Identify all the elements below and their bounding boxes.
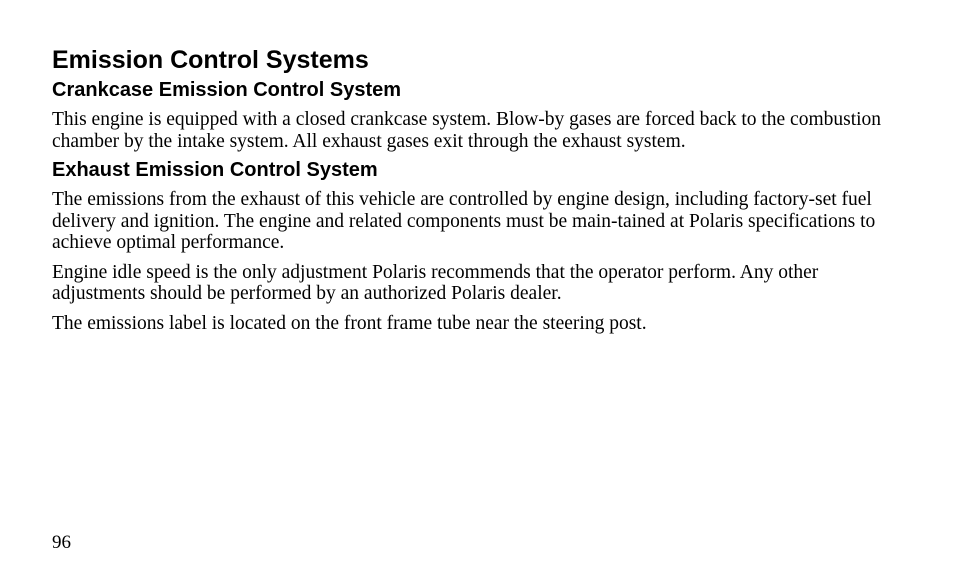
page-title: Emission Control Systems (52, 46, 369, 74)
page-number: 96 (52, 532, 71, 553)
section-heading-exhaust: Exhaust Emission Control System (52, 159, 378, 181)
exhaust-paragraph-1: The emissions from the exhaust of this vehicle are controlled by engine design, including factory-set fuel delivery and ignition. The engine and related components must be main-tained at Polaris specifications to achieve optimal performance. (52, 189, 876, 253)
document-page (52, 44, 902, 334)
exhaust-paragraph-3: The emissions label is located on the front frame tube near the steering post. (52, 312, 647, 334)
crankcase-paragraph: This engine is equipped with a closed crankcase system. Blow-by gases are forced back to the combustion chamber by the intake system. All exhaust gases exit through the exhaust system. (52, 109, 882, 152)
exhaust-paragraph-2: Engine idle speed is the only adjustment Polaris recommends that the operator perform. Any other adjustments should be performed by an authorized Polaris dealer. (52, 261, 819, 304)
section-heading-crankcase: Crankcase Emission Control System (52, 79, 402, 101)
